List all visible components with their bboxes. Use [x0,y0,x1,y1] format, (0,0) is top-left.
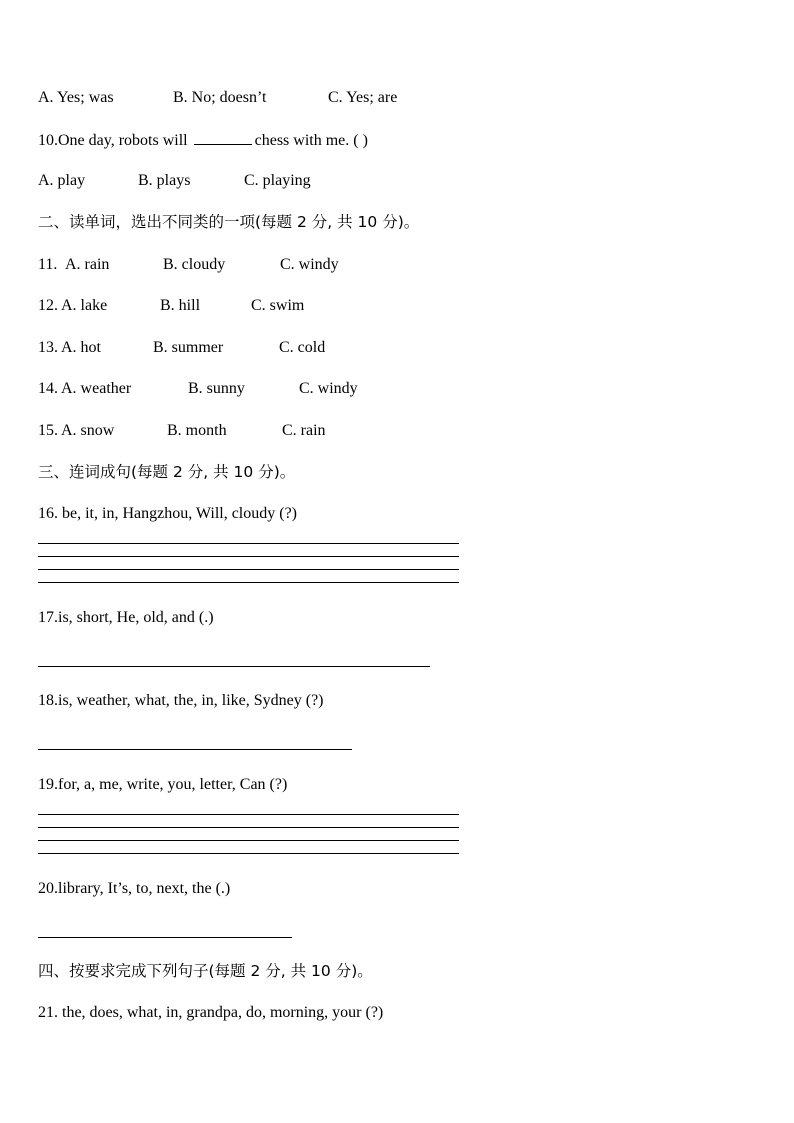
option-b: B. hill [160,297,201,314]
q9-option-a: A. Yes; was [38,89,114,106]
question-21 [38,1003,383,1023]
q10-option-a: A. play [38,172,86,189]
question-text: is, weather, what, the, in, like, Sydney (?) [58,692,324,709]
option-b: B. cloudy [163,256,226,273]
option-c: C. swim [251,297,305,314]
question-number: 13. [38,339,58,356]
q10-options [38,171,311,191]
option-b: B. month [167,422,227,439]
section2-heading: 二、读单词，选出不同类的一项(每题 2 分, 共 10 分)。 [38,213,420,231]
q10-option-b: B. plays [138,172,191,189]
q9-options [38,88,397,108]
answer-line[interactable] [38,666,430,667]
answer-line[interactable] [38,937,292,938]
option-a: A. rain [65,256,110,273]
question-text: the, does, what, in, grandpa, do, morning, your (?) [58,1004,384,1021]
option-a: A. snow [61,422,115,439]
option-a: A. lake [61,297,108,314]
q10-answer-blank[interactable] [194,130,252,145]
option-c: C. windy [280,256,339,273]
question-number: 19. [38,776,58,793]
question-19 [38,775,287,795]
option-c: C. cold [279,339,326,356]
question-11 [38,255,339,275]
question-number: 14. [38,380,58,397]
question-20 [38,879,230,899]
question-text: library, It’s, to, next, the (.) [58,880,231,897]
answer-line[interactable] [38,827,459,828]
question-text: for, a, me, write, you, letter, Can (?) [58,776,288,793]
answer-line[interactable] [38,853,459,854]
q10-option-c: C. playing [244,172,311,189]
question-number: 15. [38,422,58,439]
option-b: B. summer [153,339,224,356]
question-number: 18. [38,692,58,709]
q10-number: 10. [38,132,58,149]
question-number: 17. [38,609,58,626]
answer-line[interactable] [38,840,459,841]
question-text: be, it, in, Hangzhou, Will, cloudy (?) [58,505,298,522]
option-b: B. sunny [188,380,245,397]
answer-line[interactable] [38,543,459,544]
option-c: C. windy [299,380,358,397]
answer-line[interactable] [38,556,459,557]
question-number: 21. [38,1004,58,1021]
question-number: 12. [38,297,58,314]
question-13 [38,338,325,358]
question-16 [38,504,297,524]
question-number: 16. [38,505,58,522]
question-14 [38,379,358,399]
question-number: 11. [38,256,58,273]
q10-text-before: One day, robots will [58,132,188,149]
answer-line[interactable] [38,749,352,750]
answer-line[interactable] [38,582,459,583]
question-15 [38,421,326,441]
q10-question [38,130,368,151]
question-18 [38,691,324,711]
section4-heading: 四、按要求完成下列句子(每题 2 分, 共 10 分)。 [38,962,373,980]
question-12 [38,296,304,316]
question-17 [38,608,214,628]
question-text: is, short, He, old, and (.) [58,609,214,626]
section3-heading: 三、连词成句(每题 2 分, 共 10 分)。 [38,463,296,481]
option-c: C. rain [282,422,326,439]
question-number: 20. [38,880,58,897]
answer-line[interactable] [38,814,459,815]
q9-option-c: C. Yes; are [328,89,398,106]
q9-option-b: B. No; doesn’t [173,89,267,106]
option-a: A. hot [61,339,101,356]
answer-line[interactable] [38,569,459,570]
option-a: A. weather [61,380,132,397]
q10-text-after: chess with me. ( ) [254,132,368,149]
